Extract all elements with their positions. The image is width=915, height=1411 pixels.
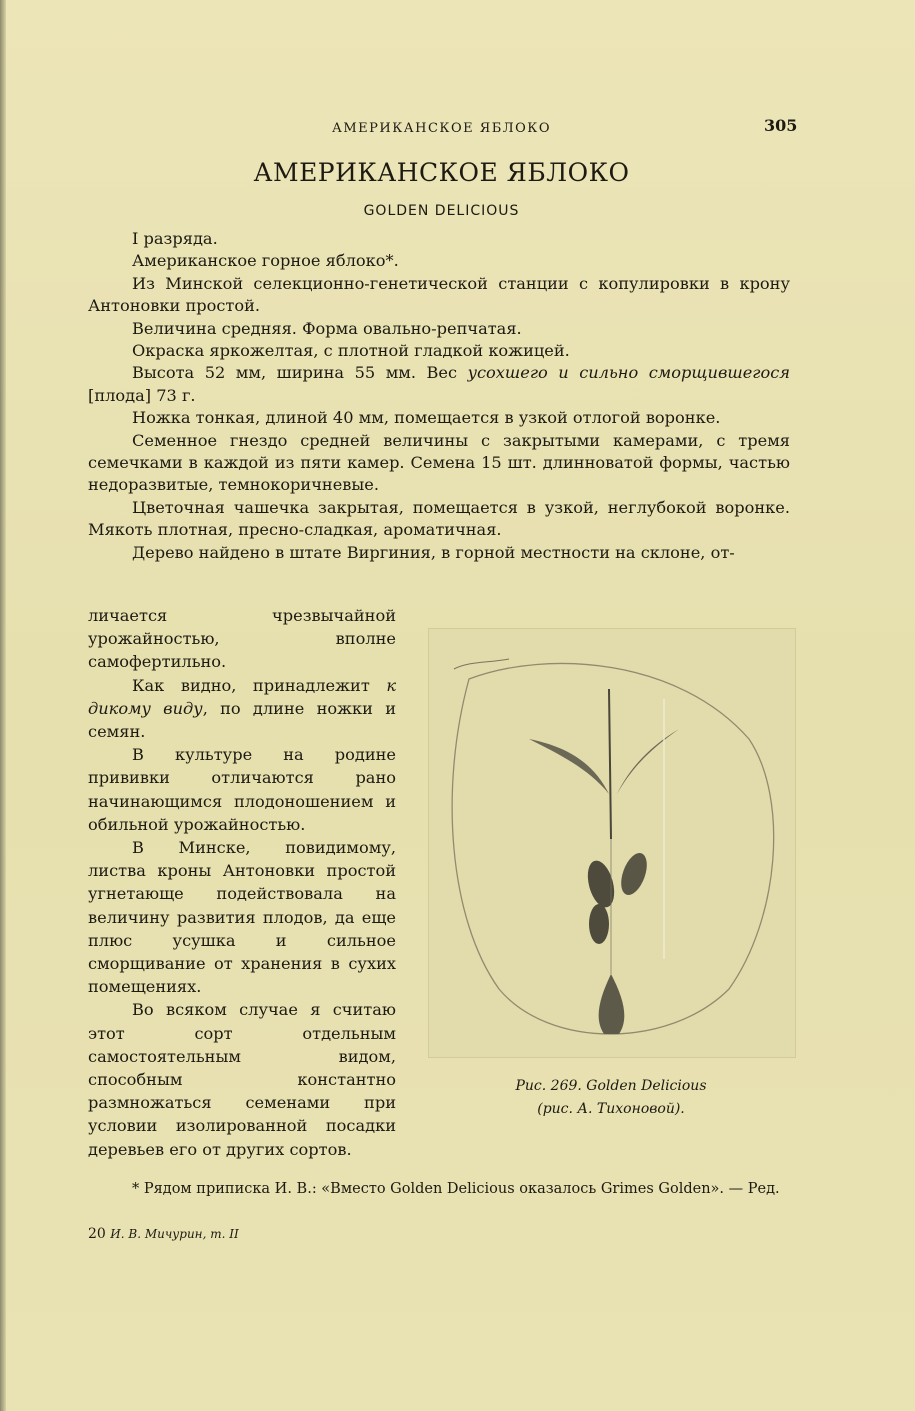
- signature-text: И. В. Мичурин, т. II: [110, 1227, 239, 1241]
- paragraph-tree: Дерево найдено в штате Виргиния, в горной местности на склоне, от-: [132, 542, 735, 562]
- paragraph-dimensions: Высота 52 мм, ширина 55 мм. Вес усохшего и сильно сморщившегося [плода] 73 г.: [88, 363, 790, 405]
- caption-line-1: Рис. 269. Golden Delicious: [515, 1078, 707, 1094]
- figure-caption: [428, 1075, 794, 1121]
- calyx-bottom: [599, 974, 625, 1034]
- paragraph-minsk: В Минске, повидимому, листва кроны Антоновки простой угнетающе подействовала на величину развития плодов, да еще плюс усушка и сильное сморщивание от хранения в сухих помещениях.: [88, 838, 396, 997]
- article-subtitle: GOLDEN DELICIOUS: [363, 203, 520, 219]
- paragraph-wild-type: Как видно, принадлежит к дикому виду, по длине ножки и семян.: [88, 675, 396, 742]
- paragraph-conclusion: Во всяком случае я считаю этот сорт отдельным самостоятельным видом, способным константно размножаться семенами при условии изолированной посадки деревьев его от других сортов.: [88, 1000, 396, 1159]
- printer-signature: [88, 1226, 239, 1242]
- article-body: [88, 228, 790, 564]
- seed-2: [616, 850, 652, 899]
- article-column: [88, 604, 396, 1161]
- seed-3: [589, 904, 609, 944]
- paragraph-core: Семенное гнездо средней величины с закрытыми камерами, с тремя семечками в каждой из пяти камер. Семена 15 шт. длинноватой формы, частью недоразвитые, темнокоричневые.: [88, 430, 790, 495]
- seed-1: [583, 858, 619, 911]
- paragraph-origin: Из Минской селекционно-генетической станции с копулировки в крону Антоновки простой.: [88, 273, 790, 316]
- paragraph-calyx: Цветочная чашечка закрытая, помещается в узкой, неглубокой воронке. Мякоть плотная, пресно-сладкая, ароматичная.: [88, 497, 790, 540]
- page-number: 305: [764, 116, 798, 135]
- running-title: АМЕРИКАНСКОЕ ЯБЛОКО: [331, 121, 552, 136]
- paragraph-culture: В культуре на родине прививки отличаются рано начинающимся плодоношением и обильной урожайностью.: [88, 745, 396, 834]
- signature-number: 20: [88, 1226, 106, 1242]
- paragraph-name: Американское горное яблоко*.: [132, 251, 399, 271]
- stem-left-leaf: [529, 739, 609, 794]
- stem-line: [609, 689, 611, 839]
- paragraph-color: Окраска яркожелтая, с плотной гладкой кожицей.: [132, 341, 570, 361]
- paragraph-size: Величина средняя. Форма овально-репчатая.: [132, 318, 522, 338]
- paragraph-grade: I разряда.: [132, 229, 218, 248]
- paragraph-stem: Ножка тонкая, длиной 40 мм, помещается в узкой отлогой воронке.: [132, 408, 721, 428]
- stem-right-leaf: [617, 729, 679, 794]
- paragraph-tree-continued: личается чрезвычайной урожайностью, вполне самофертильно.: [88, 606, 396, 672]
- apple-cross-section-figure: [428, 628, 796, 1058]
- article-title: АМЕРИКАНСКОЕ ЯБЛОКО: [253, 158, 630, 187]
- pencil-mark: [454, 659, 509, 669]
- apple-drawing: [429, 629, 795, 1057]
- caption-line-2: (рис. А. Тихоновой).: [537, 1101, 685, 1117]
- footnote: * Рядом приписка И. В.: «Вместо Golden Delicious оказалось Grimes Golden». — Ред.: [132, 1181, 780, 1197]
